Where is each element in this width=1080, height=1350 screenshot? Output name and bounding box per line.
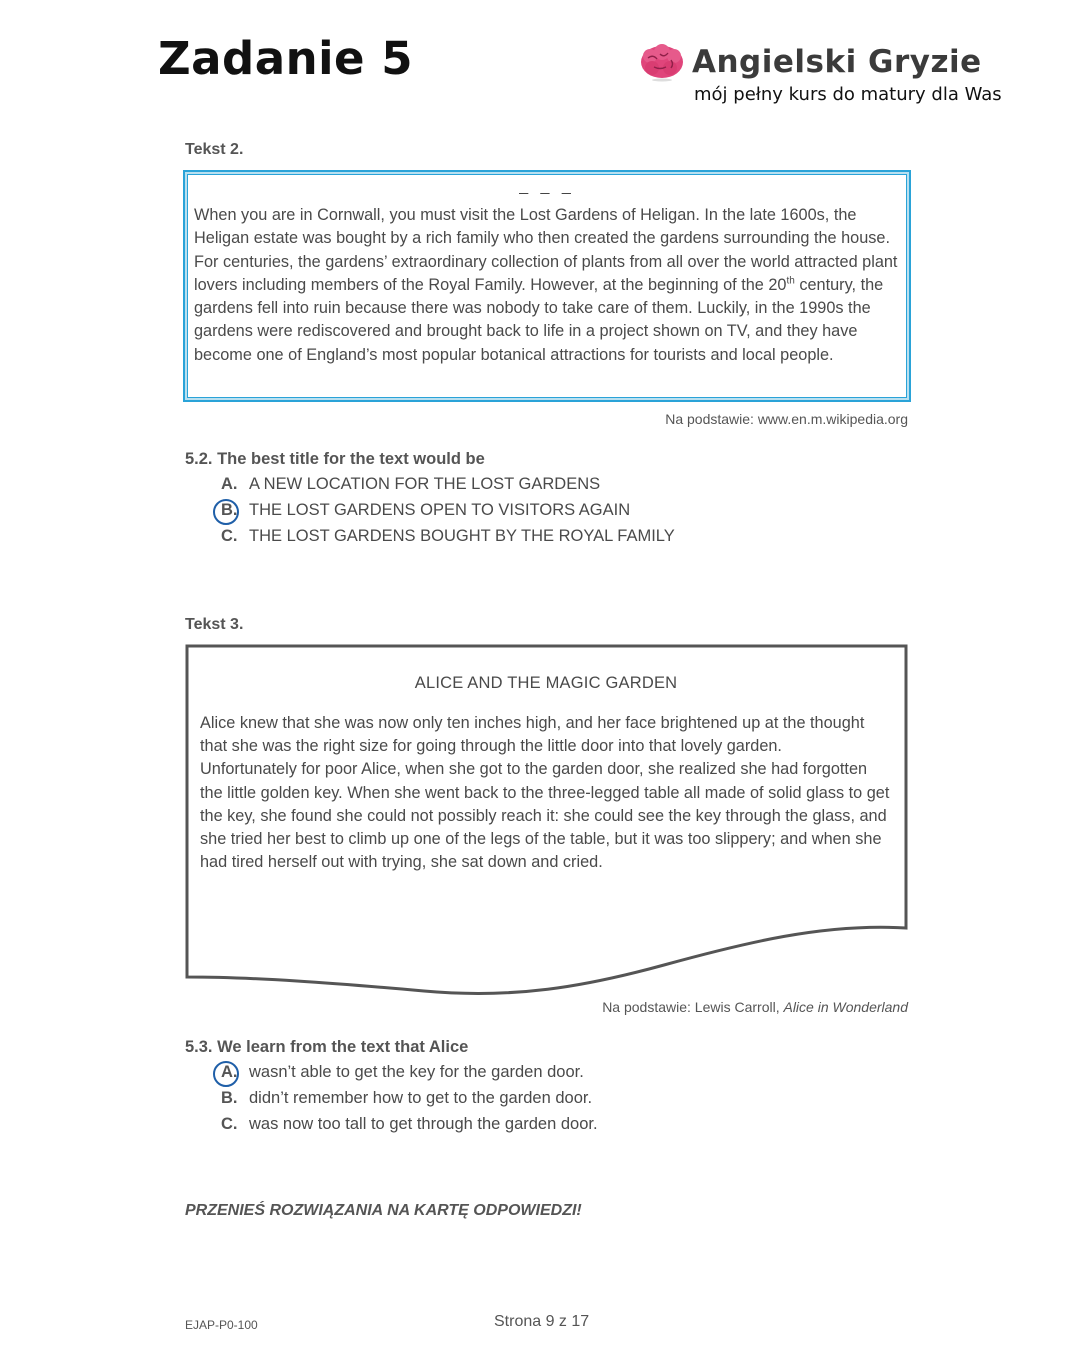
question-5-3: 5.3. We learn from the text that Alice [185, 1038, 469, 1056]
q52-option-c[interactable]: C. THE LOST GARDENS BOUGHT BY THE ROYAL FAMILY [221, 527, 675, 545]
q53-option-c[interactable]: C. was now too tall to get through the garden door. [221, 1115, 598, 1133]
footer-page-number: Strona 9 z 17 [494, 1313, 590, 1330]
text2-title-placeholder: _ _ _ [519, 178, 575, 195]
q52-answer-circle [213, 499, 239, 525]
brand-logo [638, 40, 1002, 110]
brand-name: Angielski Gryzie [692, 44, 982, 80]
text2-label: Tekst 2. [185, 141, 244, 158]
text3-paragraph-1: Alice knew that she was now only ten inches high, and her face brightened up at the thought that she was the right size for going through the little door into that lovely garden. [200, 714, 865, 756]
text3-title: ALICE AND THE MAGIC GARDEN [414, 674, 678, 692]
brand-tagline: mój pełny kurs do matury dla Was [694, 84, 1002, 105]
question-5-2: 5.2. The best title for the text would be [185, 450, 485, 468]
brain-icon [638, 42, 686, 82]
q52-option-a[interactable]: A. A NEW LOCATION FOR THE LOST GARDENS [221, 475, 601, 493]
text2-body: When you are in Cornwall, you must visit the Lost Gardens of Heligan. In the late 1600s, the Heligan estate was bought by a rich family who then created the gardens surrounding the house. For centuries, the gardens’ extraordinary collection of plants from all over the world attracted plant lovers including members of the Royal Family. However, at the beginning of the 20th century, the gardens fell into ruin because there was nobody to take care of them. Luckily, in the 1990s the gardens were rediscovered and brought back to life in a project shown on TV, and they have become one of England’s most popular botanical attractions for tourists and local people. [194, 206, 898, 364]
text3-label: Tekst 3. [185, 616, 244, 633]
page-title: Zadanie 5 [158, 32, 414, 85]
text3-source: Na podstawie: Lewis Carroll, Alice in Wonderland [602, 999, 908, 1015]
text3-body [200, 712, 890, 874]
footer-exam-code: EJAP-P0-100 [185, 1318, 258, 1332]
q53-option-a[interactable]: A. wasn’t able to get the key for the garden door. [221, 1063, 584, 1081]
text2-box [183, 170, 911, 402]
q53-option-b[interactable]: B. didn’t remember how to get to the garden door. [221, 1089, 593, 1107]
answer-sheet-instruction: PRZENIEŚ ROZWIĄZANIA NA KARTĘ ODPOWIEDZI! [185, 1202, 582, 1219]
text3-paragraph-2: Unfortunately for poor Alice, when she got to the garden door, she realized she had forgotten the little golden key. When she went back to the three-legged table all made of solid glass to get the key, she found she could not possibly reach it: she could see the key through the glass, and she tried her best to climb up one of the legs of the table, but it was too slippery; and when she had tired herself out with trying, she sat down and cried. [200, 760, 890, 872]
q52-option-b[interactable]: B. THE LOST GARDENS OPEN TO VISITORS AGAIN [221, 501, 631, 519]
q53-answer-circle [213, 1061, 239, 1087]
text2-source: Na podstawie: www.en.m.wikipedia.org [665, 411, 908, 427]
